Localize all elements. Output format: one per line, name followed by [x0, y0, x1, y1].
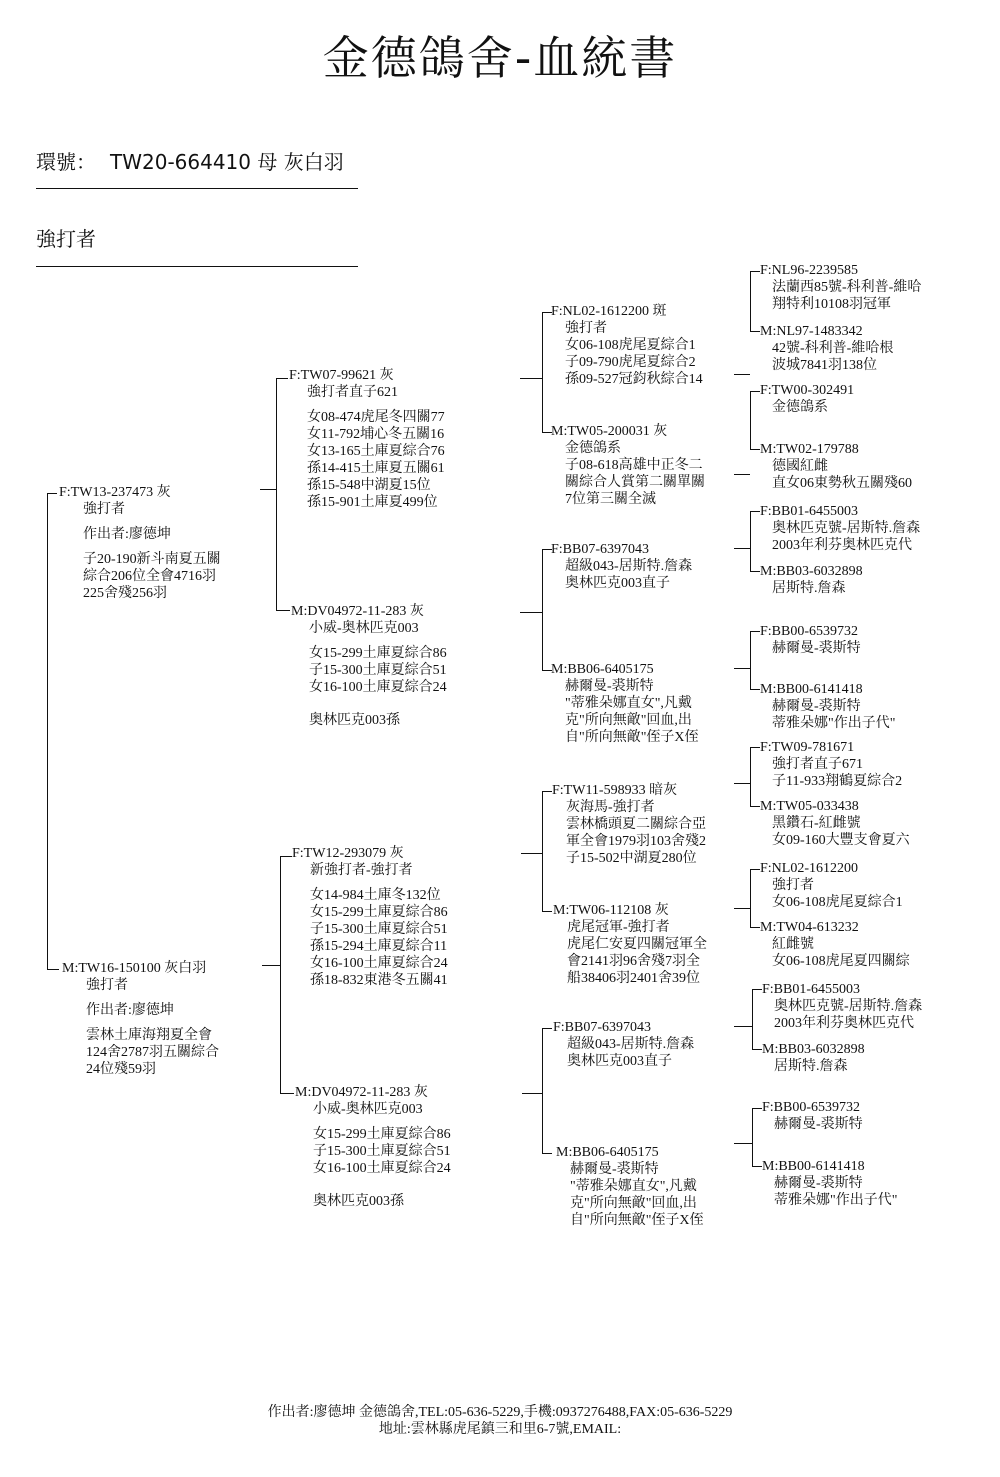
gen2-bird-3-spacer: [295, 1185, 451, 1193]
gen4-bird-0-ring: F:NL96-2239585: [760, 263, 858, 278]
gen4-bird-7-line: 赫爾曼-裘斯特: [772, 699, 861, 714]
gen2-bird-3-line: 女15-299土庫夏綜合86: [313, 1127, 451, 1142]
gen3-bird-6-ring: F:BB07-6397043: [553, 1020, 652, 1035]
gen3-bird-2: [551, 541, 692, 592]
gen4-bird-15: [762, 1158, 897, 1209]
gen4-bracket-0: [750, 271, 751, 331]
footer-contact: 作出者:廖德坤 金德鴿舍,TEL:05-636-5229,手機:0937276488,FAX:05-636-5229: [267, 1405, 733, 1420]
gen3-bird-7-line: "蒂雅朵娜直女",凡戴: [570, 1179, 697, 1194]
gen4-bird-9: [760, 798, 910, 849]
gen3-bracket-0: [542, 312, 543, 432]
gen3-top-tick-3: [542, 1028, 552, 1029]
gen4-bird-13-ring: M:BB03-6032898: [762, 1042, 865, 1057]
gen3-to-gen4-stem-4: [734, 783, 750, 784]
gen4-bird-2-line: 金德鴿系: [772, 400, 828, 415]
gen3-bird-0-line: 孫09-527冠鈞秋綜合14: [565, 372, 703, 387]
gen1-sire-tick: [47, 493, 57, 494]
gen1-dam-spacer: [62, 1019, 219, 1027]
gen3-bird-7-line: 自"所向無敵"侄子X侄: [570, 1213, 704, 1228]
gen1-sire-spacer: [59, 518, 221, 526]
gen2-bracket-0: [276, 378, 277, 610]
gen2-bird-3: [295, 1084, 451, 1210]
ring-number-label: 環號：: [36, 150, 96, 174]
gen1-dam-spacer: [62, 994, 219, 1002]
gen2-bird-0-ring: F:TW07-99621 灰: [289, 368, 394, 383]
gen2-bird-2-line: 女16-100土庫夏綜合24: [310, 956, 448, 971]
gen2-top-tick-1: [280, 856, 292, 857]
gen4-bird-14-ring: F:BB00-6539732: [762, 1100, 861, 1115]
gen4-bird-8-line: 強打者直子671: [772, 757, 863, 772]
gen4-bird-2: [760, 382, 854, 416]
gen2-bird-2-line: 女15-299土庫夏綜合86: [310, 905, 448, 920]
gen4-bracket-4: [750, 747, 751, 806]
gen3-bracket-1: [542, 549, 543, 670]
gen3-to-gen4-stem-0: [734, 374, 750, 375]
strain-underline: [36, 266, 358, 267]
gen3-bird-5-line: 虎尾冠軍-強打者: [567, 920, 670, 935]
gen2-bird-2-line: 孫15-294土庫夏綜合11: [310, 939, 448, 954]
gen3-bird-4: [552, 782, 706, 867]
gen4-bird-13: [762, 1041, 865, 1075]
gen2-bird-1-ring: M:DV04972-11-283 灰: [291, 604, 424, 619]
gen2-bird-0-line: 孫14-415土庫夏五關61: [307, 461, 445, 476]
gen4-bird-6-ring: F:BB00-6539732: [760, 624, 859, 639]
strain-name: 強打者: [36, 227, 96, 251]
gen4-bot-tick-7: [752, 1166, 762, 1167]
gen4-bot-tick-0: [750, 331, 760, 332]
gen2-bird-0-line: 孫15-901土庫夏499位: [307, 495, 438, 510]
gen4-bird-4-line: 奥林匹克號-居斯特.詹森: [772, 521, 921, 536]
gen4-bird-14: [762, 1099, 863, 1133]
gen4-top-tick-6: [752, 989, 762, 990]
gen3-bird-0-line: 女06-108虎尾夏綜合1: [565, 338, 696, 353]
gen4-bird-3-line: 直女06東勢秋五關殘60: [772, 476, 912, 491]
gen4-top-tick-1: [750, 391, 760, 392]
gen1-to-gen2-stem-1: [262, 965, 280, 966]
gen4-bird-5-line: 居斯特.詹森: [772, 581, 846, 596]
gen2-bird-0: [289, 367, 445, 511]
gen2-bracket-1: [280, 856, 281, 1093]
gen4-bird-7-line: 蒂雅朵娜"作出子代": [772, 716, 896, 731]
gen4-bird-1-line: 波城7841羽138位: [772, 358, 877, 373]
gen3-bird-7: [556, 1144, 704, 1229]
gen4-bird-13-line: 居斯特.詹森: [774, 1059, 848, 1074]
gen4-bird-12-line: 奥林匹克號-居斯特.詹森: [774, 999, 923, 1014]
gen4-bird-10-line: 女06-108虎尾夏綜合1: [772, 895, 903, 910]
gen4-bird-10-line: 強打者: [772, 878, 814, 893]
gen1-to-gen2-stem-0: [260, 489, 276, 490]
gen2-bot-tick-0: [276, 610, 290, 611]
gen3-bird-3: [551, 661, 699, 746]
gen4-bird-12-line: 2003年利芬奥林匹克代: [774, 1016, 914, 1031]
gen2-bot-tick-1: [280, 1093, 294, 1094]
gen4-top-tick-7: [752, 1108, 762, 1109]
gen4-top-tick-5: [750, 869, 760, 870]
gen4-bot-tick-6: [752, 1049, 762, 1050]
gen4-bird-8: [760, 739, 902, 790]
gen4-bracket-2: [750, 511, 751, 571]
gen2-bird-2-line: 女14-984土庫冬132位: [310, 888, 441, 903]
gen4-bird-1: [760, 323, 893, 374]
gen2-bird-2-line: 子15-300土庫夏綜合51: [310, 922, 448, 937]
gen3-bird-1-line: 關綜合人賞第二關單關: [565, 475, 705, 490]
gen1-dam-line: 作出者:廖德坤: [86, 1003, 174, 1018]
gen1-dam-line: 強打者: [86, 978, 128, 993]
gen2-bird-1-line: 子15-300土庫夏綜合51: [309, 663, 447, 678]
gen4-bird-6: [760, 623, 861, 657]
gen3-bird-5: [553, 902, 707, 987]
gen1-sire: [59, 484, 221, 602]
gen2-top-tick-0: [276, 378, 288, 379]
gen4-bird-0: [760, 262, 921, 313]
gen4-bird-15-ring: M:BB00-6141418: [762, 1159, 865, 1174]
gen4-bird-11: [760, 919, 910, 970]
gen1-sire-spacer: [59, 543, 221, 551]
gen3-to-gen4-stem-2: [734, 548, 750, 549]
gen2-bird-1-line: 奥林匹克003孫: [309, 713, 400, 728]
gen2-bird-2-line: 孫18-832東港冬五關41: [310, 973, 448, 988]
gen3-bird-0: [551, 303, 703, 388]
gen4-bracket-6: [752, 989, 753, 1049]
gen4-bird-3: [760, 441, 912, 492]
gen2-bird-1-line: 小威-奥林匹克003: [309, 621, 419, 636]
gen2-bird-0-line: 女13-165土庫夏綜合76: [307, 444, 445, 459]
gen2-bird-3-line: 子15-300土庫夏綜合51: [313, 1144, 451, 1159]
gen2-bird-1-spacer: [291, 696, 447, 704]
gen3-bird-4-line: 子15-502中湖夏280位: [566, 851, 697, 866]
gen4-bot-tick-2: [750, 571, 760, 572]
gen3-bird-4-line: 軍全會1979羽103舍殘2: [566, 834, 706, 849]
gen3-bot-tick-2: [542, 911, 552, 912]
gen2-bird-3-ring: M:DV04972-11-283 灰: [295, 1085, 428, 1100]
gen4-bird-3-ring: M:TW02-179788: [760, 442, 859, 457]
gen3-to-gen4-stem-7: [734, 1143, 752, 1144]
gen4-bird-1-line: 42號-科利普-維哈根: [772, 341, 894, 356]
ring-underline: [36, 188, 358, 189]
gen4-bot-tick-1: [750, 449, 760, 450]
gen4-bird-8-line: 子11-933翔鶴夏綜合2: [772, 774, 903, 789]
gen3-bird-4-line: 雲林橋頭夏二關綜合亞: [566, 817, 706, 832]
gen1-sire-line: 子20-190新斗南夏五關: [83, 552, 221, 567]
gen4-bracket-5: [750, 869, 751, 927]
gen2-bird-2-ring: F:TW12-293079 灰: [292, 846, 404, 861]
gen4-bot-tick-5: [750, 927, 760, 928]
gen3-bird-1: [551, 423, 705, 508]
gen3-bot-tick-3: [542, 1153, 552, 1154]
gen4-bird-3-line: 德國紅雌: [772, 459, 828, 474]
gen3-bird-3-line: "蒂雅朵娜直女",凡戴: [565, 696, 692, 711]
gen4-bird-9-line: 黑鑽石-紅雌號: [772, 816, 861, 831]
gen2-to-gen3-stem-1: [520, 612, 542, 613]
gen2-bird-3-line: 女16-100土庫夏綜合24: [313, 1161, 451, 1176]
gen2-bird-3-line: 奥林匹克003孫: [313, 1194, 404, 1209]
gen3-bird-2-line: 奥林匹克003直子: [565, 576, 670, 591]
gen4-bird-12: [762, 981, 922, 1032]
gen1-dam-line: 24位殘59羽: [86, 1062, 156, 1077]
gen3-to-gen4-stem-1: [734, 474, 750, 475]
gen1-dam: [62, 960, 219, 1078]
gen3-bracket-3: [542, 1028, 543, 1153]
gen4-bird-0-line: 法蘭西85號-科利普-維哈: [772, 280, 922, 295]
gen4-bird-14-line: 赫爾曼-裘斯特: [774, 1117, 863, 1132]
gen3-bird-0-line: 強打者: [565, 321, 607, 336]
gen2-bird-0-spacer: [289, 401, 445, 409]
gen4-bird-11-ring: M:TW04-613232: [760, 920, 859, 935]
gen3-bird-2-ring: F:BB07-6397043: [551, 542, 650, 557]
gen1-dam-line: 雲林土庫海翔夏全會: [86, 1028, 212, 1043]
gen2-bird-0-line: 孫15-548中湖夏15位: [307, 478, 431, 493]
gen1-sire-line: 作出者:廖德坤: [83, 527, 171, 542]
gen2-to-gen3-stem-2: [521, 853, 542, 854]
gen4-bird-4: [760, 503, 920, 554]
gen4-bird-7: [760, 681, 895, 732]
gen1-sire-line: 強打者: [83, 502, 125, 517]
gen3-bird-5-line: 船38406羽2401舍39位: [567, 971, 700, 986]
gen4-bird-9-line: 女09-160大豐支會夏六: [772, 833, 910, 848]
gen3-bird-7-ring: M:BB06-6405175: [556, 1145, 659, 1160]
gen2-bird-1-spacer: [291, 704, 447, 712]
gen3-bird-6: [553, 1019, 694, 1070]
gen3-bird-5-ring: M:TW06-112108 灰: [553, 903, 669, 918]
gen2-bird-3-line: 小威-奥林匹克003: [313, 1102, 423, 1117]
page-title: 金德鴿舍-血統書: [322, 31, 678, 85]
gen3-bird-7-line: 赫爾曼-裘斯特: [570, 1162, 659, 1177]
gen2-bird-3-spacer: [295, 1118, 451, 1126]
gen2-bird-1-line: 女15-299土庫夏綜合86: [309, 646, 447, 661]
gen3-bird-5-line: 虎尾仁安夏四關冠軍全: [567, 937, 707, 952]
gen3-bird-7-line: 克"所向無敵"回血,出: [570, 1196, 697, 1211]
gen4-bracket-7: [752, 1108, 753, 1166]
gen1-sire-line: 綜合206位全會4716羽: [83, 569, 216, 584]
gen4-top-tick-4: [750, 747, 760, 748]
gen1-sire-ring: F:TW13-237473 灰: [59, 485, 171, 500]
gen4-bird-5: [760, 563, 863, 597]
gen4-bird-6-line: 赫爾曼-裘斯特: [772, 641, 861, 656]
gen3-bird-1-line: 7位第三關全滅: [565, 492, 656, 507]
gen4-bracket-3: [750, 631, 751, 689]
gen3-bird-4-ring: F:TW11-598933 暗灰: [552, 783, 678, 798]
gen2-bird-0-line: 強打者直子621: [307, 385, 398, 400]
gen4-bot-tick-3: [750, 689, 760, 690]
gen4-bird-1-ring: M:NL97-1483342: [760, 324, 863, 339]
gen4-bird-15-line: 蒂雅朵娜"作出子代": [774, 1193, 898, 1208]
gen3-bird-6-line: 奥林匹克003直子: [567, 1054, 672, 1069]
gen4-bird-0-line: 翔特利10108羽冠軍: [772, 297, 891, 312]
footer-address: 地址:雲林縣虎尾鎮三和里6-7號,EMAIL:: [378, 1422, 622, 1437]
gen4-bird-12-ring: F:BB01-6455003: [762, 982, 861, 997]
gen3-bird-2-line: 超級043-居斯特.詹森: [565, 559, 693, 574]
gen3-bird-1-ring: M:TW05-200031 灰: [551, 424, 668, 439]
gen3-to-gen4-stem-5: [734, 908, 750, 909]
gen4-bird-2-ring: F:TW00-302491: [760, 383, 855, 398]
gen2-to-gen3-stem-0: [520, 378, 542, 379]
gen3-bird-3-ring: M:BB06-6405175: [551, 662, 654, 677]
gen3-bird-3-line: 赫爾曼-裘斯特: [565, 679, 654, 694]
gen3-bird-3-line: 自"所向無敵"侄子X侄: [565, 730, 699, 745]
gen1-bracket: [47, 493, 48, 970]
gen3-top-tick-2: [542, 791, 552, 792]
gen3-bird-0-ring: F:NL02-1612200 斑: [551, 304, 667, 319]
gen3-bird-4-line: 灰海馬-強打者: [566, 800, 655, 815]
gen4-bird-4-line: 2003年利芬奥林匹克代: [772, 538, 912, 553]
gen3-bird-3-line: 克"所向無敵"回血,出: [565, 713, 692, 728]
gen4-bot-tick-4: [750, 806, 760, 807]
gen4-bracket-1: [750, 391, 751, 449]
gen4-top-tick-0: [750, 271, 760, 272]
gen4-bird-10-ring: F:NL02-1612200: [760, 861, 858, 876]
gen3-bird-1-line: 子08-618高雄中正冬二: [565, 458, 703, 473]
gen3-bird-0-line: 子09-790虎尾夏綜合2: [565, 355, 696, 370]
gen4-bird-9-ring: M:TW05-033438: [760, 799, 859, 814]
gen1-dam-tick: [47, 969, 59, 970]
gen4-bird-11-line: 女06-108虎尾夏四關綜: [772, 954, 910, 969]
gen3-bird-6-line: 超級043-居斯特.詹森: [567, 1037, 695, 1052]
gen4-bird-5-ring: M:BB03-6032898: [760, 564, 863, 579]
gen2-to-gen3-stem-3: [522, 1093, 542, 1094]
gen2-bird-0-line: 女08-474虎尾冬四關77: [307, 410, 445, 425]
gen4-bird-11-line: 紅雌號: [772, 937, 814, 952]
gen2-bird-1-line: 女16-100土庫夏綜合24: [309, 680, 447, 695]
gen2-bird-3-spacer: [295, 1177, 451, 1185]
gen3-bird-1-line: 金德鴿系: [565, 441, 621, 456]
gen4-bird-8-ring: F:TW09-781671: [760, 740, 855, 755]
gen4-bird-4-ring: F:BB01-6455003: [760, 504, 859, 519]
gen4-top-tick-2: [750, 511, 760, 512]
gen1-dam-ring: M:TW16-150100 灰白羽: [62, 961, 207, 976]
gen4-bird-10: [760, 860, 903, 911]
gen4-bird-15-line: 赫爾曼-裘斯特: [774, 1176, 863, 1191]
gen2-bird-0-line: 女11-792埔心冬五關16: [307, 427, 445, 442]
gen1-sire-line: 225舍殘256羽: [83, 586, 167, 601]
gen3-to-gen4-stem-3: [734, 668, 750, 669]
gen2-bird-2-line: 新強打者-強打者: [310, 863, 413, 878]
gen2-bird-1-spacer: [291, 637, 447, 645]
gen3-to-gen4-stem-6: [734, 1026, 752, 1027]
gen1-dam-line: 124舍2787羽五關綜合: [86, 1045, 219, 1060]
gen3-bracket-2: [542, 791, 543, 911]
gen4-top-tick-3: [750, 631, 760, 632]
gen4-bird-7-ring: M:BB00-6141418: [760, 682, 863, 697]
gen2-bird-1: [291, 603, 447, 729]
ring-number-value: TW20-664410 母 灰白羽: [110, 150, 344, 174]
gen3-bird-5-line: 會2141羽96舍殘7羽全: [567, 954, 700, 969]
gen2-bird-2: [292, 845, 448, 989]
gen2-bird-2-spacer: [292, 879, 448, 887]
